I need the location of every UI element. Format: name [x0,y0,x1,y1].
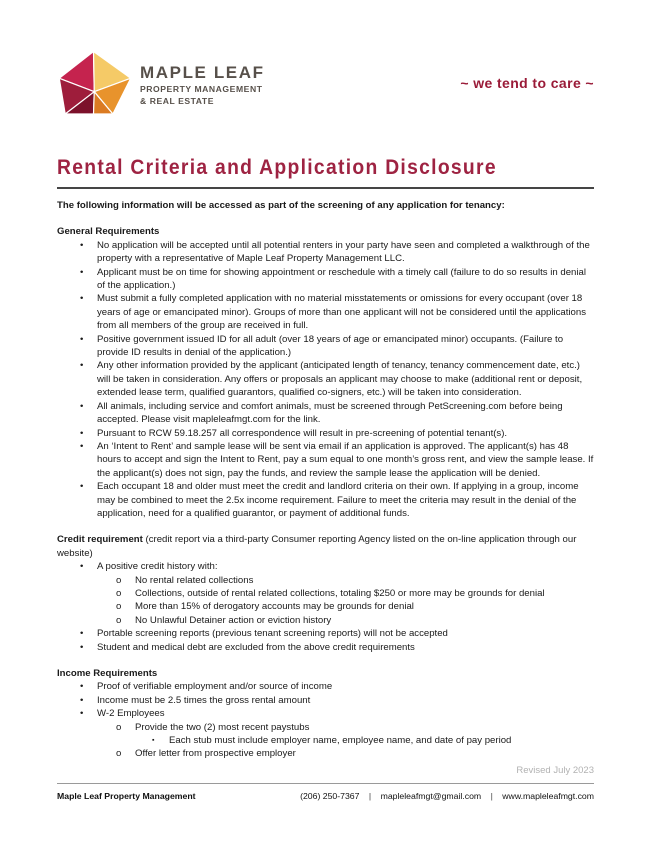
footer-company: Maple Leaf Property Management [57,791,196,801]
bullet-item [57,359,594,399]
page-title: Rental Criteria and Application Disclosure [57,156,497,179]
bullet-item [57,614,594,627]
company-tagline: ~ we tend to care ~ [460,75,594,91]
bullet-marker: • [80,333,84,345]
bullet-text: Positive government issued ID for all adult (over 18 years of age or emancipated minor) occupants. (Failure to provide ID results in denial of the application.) [97,333,564,359]
bullet-marker: o [116,614,122,626]
footer-separator: | [490,791,493,801]
footer-phone: (206) 250-7367 [300,791,360,801]
bullet-item [57,641,594,654]
bullet-marker: • [80,694,84,706]
company-logo [57,50,265,117]
intro-text: The following information will be accessed as part of the screening of any application for tenancy: [57,200,505,211]
bullet-item [57,427,594,440]
bullet-marker: • [80,293,84,305]
bullet-marker: o [116,721,122,733]
logo-subtitle-1: PROPERTY MANAGEMENT [140,83,263,94]
sections [57,225,594,760]
section-heading: Income Requirements [57,668,158,680]
bullet-text: Proof of verifiable employment and/or source of income [97,681,333,693]
bullet-text: Applicant must be on time for showing appointment or reschedule with a timely call (failure to do so results in denial of the application.) [97,266,586,292]
bullet-item [57,600,594,613]
bullet-text: Collections, outside of rental related collections, totaling $250 or more may be grounds for denial [135,587,545,599]
bullet-item [57,480,594,520]
revised-note: Revised July 2023 [516,764,594,776]
footer-website: www.mapleleafmgt.com [502,791,594,801]
bullet-marker: • [80,628,84,640]
bullet-item [57,627,594,640]
bullet-text: No application will be accepted until all potential renters in your party have seen and completed a walkthrough of the property with a representative of Maple Leaf Property Management LLC. [97,239,590,265]
bullet-marker: o [116,587,122,599]
bullet-marker: • [80,400,84,412]
bullet-item [57,333,594,360]
bullet-marker: ▪ [152,737,155,745]
bullet-marker: • [80,481,84,493]
section-heading: Credit requirement (credit report via a third-party Consumer reporting Agency listed on the on-line application through our website) [57,534,577,559]
bullet-text: An ‘Intent to Rent’ and sample lease will be sent via email if an application is approved. The applicant(s) has 48 hours to accept and sign the Intent to Rent, pay a sum equal to one month’s gross rent, and view the sample lease. If the applicant(s) does not sign, pay the funds, and review the sample lease the application will be denied. [97,440,594,479]
bullet-marker: o [116,574,122,586]
bullet-text: Must submit a fully completed application with no material misstatements or omissions for every occupant (over 18 years of age or emancipated minor). Groups of more than one applicant will not be considered until the applications from all members of the group are received in full. [97,293,587,332]
bullet-marker: • [80,440,84,452]
section-heading: General Requirements [57,226,160,238]
bullet-text: No Unlawful Detainer action or eviction history [135,614,332,626]
title-divider [57,187,594,189]
bullet-item [57,440,594,480]
bullet-text: Any other information provided by the applicant (anticipated length of tenancy, tenancy commencement date, etc.) will be taken in consideration. Any offers or proposals an applicant may choose to make (additional rent or deposit, extended lease term, qualified guarantors, qualified co-signers, etc.) will be taken into consideration. [97,360,583,399]
bullet-text: A positive credit history with: [97,561,218,573]
logo-text-block [140,50,265,105]
bullet-marker: • [80,561,84,573]
bullet-item [57,734,594,747]
section [57,667,594,761]
bullet-marker: • [80,239,84,251]
bullet-text: Offer letter from prospective employer [135,748,296,760]
bullet-text: Each occupant 18 and older must meet the credit and landlord criteria on their own. If applying in a group, income may be combined to meet the 2.5x income requirement. Failure to meet the criteria may result in the denial of the application, need for a qualified guarantor, or payment of additional funds. [97,481,579,519]
maple-leaf-house-icon [57,50,133,117]
bullet-item [57,694,594,707]
bullet-item [57,560,594,573]
footer-email: mapleleafmgt@gmail.com [380,791,482,801]
bullet-text: Provide the two (2) most recent paystubs [135,721,310,733]
bullet-marker: • [80,641,84,653]
bullet-item [57,266,594,293]
logo-company-name: MAPLE LEAF [140,63,265,82]
bullet-text: Portable screening reports (previous tenant screening reports) will not be accepted [97,628,448,640]
footer-contact [295,791,594,801]
bullet-item [57,400,594,427]
bullet-text: Income must be 2.5 times the gross rental amount [97,694,311,706]
section [57,225,594,520]
bullet-item [57,707,594,720]
bullet-text: Student and medical debt are excluded from the above credit requirements [97,641,415,653]
bullet-text: All animals, including service and comfort animals, must be screened through PetScreening.com before being accepted. Please visit mapleleafmgt.com for the link. [97,400,563,426]
bullet-item [57,747,594,760]
bullet-text: Pursuant to RCW 59.18.257 all correspondence will result in pre-screening of potential tenant(s). [97,427,508,439]
title-block [57,156,594,189]
bullet-marker: • [80,266,84,278]
bullet-text: W-2 Employees [97,708,165,720]
page-footer [57,783,594,801]
bullet-marker: • [80,708,84,720]
section [57,533,594,654]
bullet-item [57,574,594,587]
bullet-marker: o [116,601,122,613]
bullet-marker: • [80,360,84,372]
bullet-marker: • [80,427,84,439]
bullet-text: More than 15% of derogatory accounts may be grounds for denial [135,601,414,613]
bullet-item [57,292,594,332]
bullet-item [57,239,594,266]
bullet-text: No rental related collections [135,574,254,586]
bullet-text: Each stub must include employer name, employee name, and date of pay period [169,735,512,747]
bullet-item [57,721,594,734]
logo-subtitle-2: & REAL ESTATE [140,95,214,106]
bullet-marker: • [80,681,84,693]
bullet-item [57,587,594,600]
bullet-item [57,680,594,693]
footer-separator: | [368,791,372,801]
bullet-marker: o [116,748,122,760]
page-header [57,50,594,117]
